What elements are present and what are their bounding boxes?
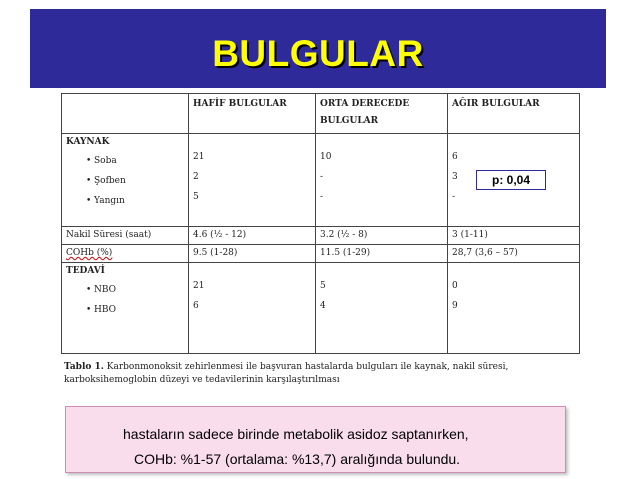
bullet-icon — [66, 156, 90, 166]
nakil-label: Nakil Süresi (saat) — [62, 227, 189, 245]
table-row-cohb — [62, 245, 580, 263]
table-cell: 3 (1-11) — [448, 227, 580, 245]
note-line-2: COHb: %1-57 (ortalama: %13,7) aralığında bulundu. — [134, 451, 461, 467]
list-item — [66, 196, 184, 216]
table-cell: 0 — [452, 281, 458, 291]
list-item — [66, 156, 184, 176]
bullet-icon — [66, 196, 90, 206]
table-cell: 21 — [193, 152, 205, 162]
list-item — [66, 285, 184, 305]
source-soba: Soba — [94, 156, 117, 166]
table-cell: 6 — [193, 301, 199, 311]
table-cell: 21 — [193, 281, 205, 291]
table-cell: 5 — [320, 281, 326, 291]
header-hafif: HAFİF BULGULAR — [189, 94, 316, 134]
list-item — [66, 305, 184, 325]
title-banner — [30, 9, 606, 88]
tedavi-orta-cell — [316, 263, 448, 354]
source-sofben: Şofben — [94, 176, 126, 186]
bullet-icon — [66, 305, 90, 315]
note-box — [65, 406, 566, 473]
table-caption — [64, 361, 584, 387]
table-cell: - — [320, 192, 324, 202]
table-row-tedavi — [62, 263, 580, 354]
list-item — [66, 176, 184, 196]
table-cell: 4.6 (½ - 12) — [189, 227, 316, 245]
table-cell: 9.5 (1-28) — [189, 245, 316, 263]
table-cell: - — [320, 172, 324, 182]
source-yangin: Yangın — [94, 196, 125, 206]
table-cell: 6 — [452, 152, 458, 162]
treatment-nbo: NBO — [94, 285, 117, 295]
header-agir: AĞIR BULGULAR — [448, 94, 580, 134]
kaynak-cell — [62, 134, 189, 227]
bullet-icon — [66, 176, 90, 186]
tedavi-label: TEDAVİ — [66, 266, 105, 276]
table-cell: 5 — [193, 192, 199, 202]
table-cell: 4 — [320, 301, 326, 311]
header-orta: ORTA DERECEDE BULGULAR — [316, 94, 448, 134]
table-cell: 2 — [193, 172, 199, 182]
kaynak-label: KAYNAK — [66, 137, 110, 147]
table-cell: 3 — [452, 172, 458, 182]
treatment-hbo: HBO — [94, 305, 117, 315]
note-line-1: hastaların sadece birinde metabolik asidoz saptanırken, — [123, 426, 469, 442]
table-cell: 10 — [320, 152, 332, 162]
header-empty — [62, 94, 189, 134]
caption-label: Tablo 1. — [64, 362, 104, 372]
findings-table — [61, 93, 580, 354]
cohb-label-cell — [62, 245, 189, 263]
tedavi-cell — [62, 263, 189, 354]
bullet-icon — [66, 285, 90, 295]
tedavi-agir-cell — [448, 263, 580, 354]
table-header-row — [62, 94, 580, 134]
table-row-nakil — [62, 227, 580, 245]
table-cell: 28,7 (3,6 – 57) — [448, 245, 580, 263]
tedavi-hafif-cell — [189, 263, 316, 354]
kaynak-orta-cell — [316, 134, 448, 227]
table-cell: 11.5 (1-29) — [316, 245, 448, 263]
kaynak-hafif-cell — [189, 134, 316, 227]
findings-table-container — [61, 93, 580, 354]
p-value-label: p: 0,04 — [476, 170, 546, 190]
caption-text: Karbonmonoksit zehirlenmesi ile başvuran hastalarda bulguları ile kaynak, nakil süresi, karboksihemoglobin düzeyi ve tedavilerinin karşılaştırılması — [64, 362, 509, 385]
table-cell: 9 — [452, 301, 458, 311]
table-cell: 3.2 (½ - 8) — [316, 227, 448, 245]
slide-title: BULGULAR — [212, 33, 424, 74]
cohb-label: COHb (%) — [66, 248, 113, 258]
table-cell: - — [452, 192, 456, 202]
